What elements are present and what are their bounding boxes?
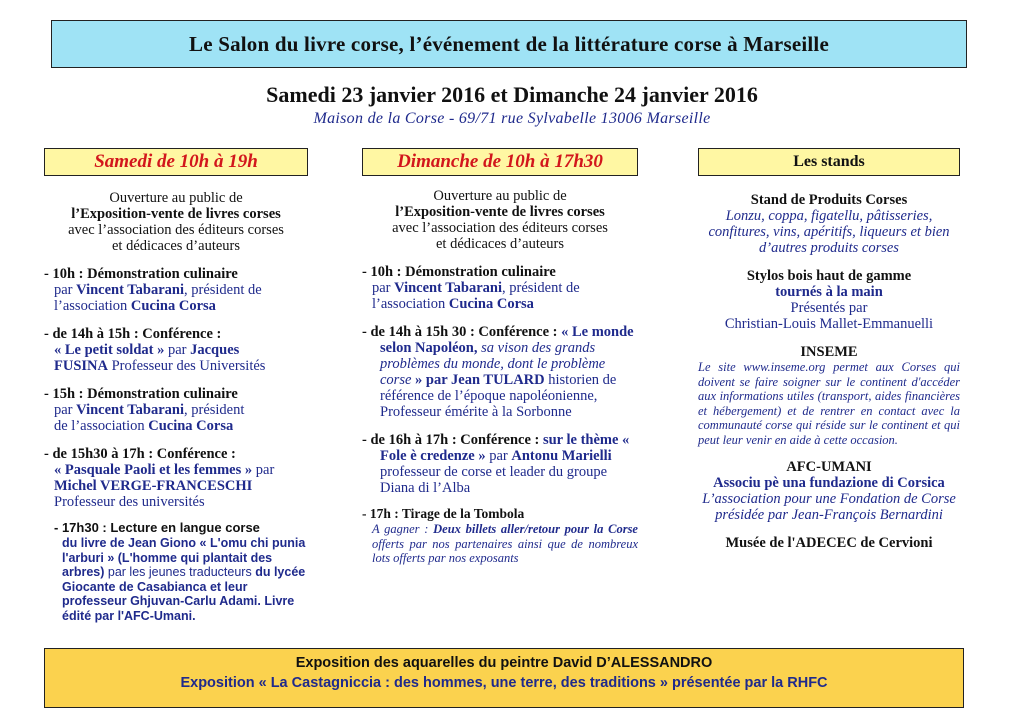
speaker-name: Vincent Tabarani: [76, 282, 184, 298]
assoc-name: Cucina Corsa: [448, 296, 534, 312]
sunday-intro-line3: avec l’association des éditeurs corses: [392, 220, 608, 236]
speaker-name: » par Jean TULARD: [415, 372, 545, 388]
conference-subtitle: sa vison des grands problèmes du monde, dont le problème corse: [380, 340, 606, 388]
item-text: historien de référence de l’époque napoléonienne, Professeur émérite à la Sorbonne: [380, 372, 617, 420]
speaker-name: Jacques: [190, 342, 240, 358]
item-text: du lycée Giocante de Casabianca et leur professeur Ghjuvan-Carlu Adami. Livre édité par l'AFC-Umani.: [62, 565, 306, 623]
item-title: - de 15h30 à 17h : Conférence :: [44, 446, 236, 462]
event-address: Maison de la Corse - 69/71 rue Sylvabelle 13006 Marseille: [313, 110, 711, 127]
item-title: - 17h : Tirage de la Tombola: [362, 506, 525, 521]
stand-pens: [698, 268, 960, 332]
stand-title: Stand de Produits Corses: [750, 192, 908, 208]
saturday-intro-line1: Ouverture au public de: [109, 190, 243, 206]
stands-header: Les stands: [698, 148, 960, 176]
item-title: - de 14h à 15h 30 : Conférence :: [362, 324, 558, 340]
stand-afc-umani: [698, 459, 960, 523]
item-title: - 15h : Démonstration culinaire: [44, 386, 238, 402]
item-text: par: [54, 282, 73, 298]
saturday-item-4: [44, 446, 308, 510]
conference-title: « Le petit soldat »: [54, 342, 165, 358]
item-text: , président de: [501, 280, 580, 296]
stand-text: tournés à la main: [775, 284, 883, 300]
saturday-item-2: [44, 326, 308, 374]
sunday-intro-line2: l’Exposition-vente de livres corses: [395, 204, 605, 220]
item-title: - 10h : Démonstration culinaire: [44, 266, 238, 282]
item-text: l’association: [372, 296, 446, 312]
saturday-header: Samedi de 10h à 19h: [44, 148, 308, 176]
item-text: , président: [183, 402, 245, 418]
stand-text: Christian-Louis Mallet-Emmanuelli: [724, 316, 934, 332]
footer-banner: [44, 648, 964, 708]
sunday-item-3: [362, 432, 638, 496]
stand-museum: Musée de l'ADECEC de Cervioni: [725, 535, 933, 551]
stand-title: INSEME: [800, 344, 858, 360]
sunday-header: Dimanche de 10h à 17h30: [362, 148, 638, 176]
assoc-name: Cucina Corsa: [130, 298, 216, 314]
item-text: par: [54, 402, 73, 418]
item-text: offerts par nos partenaires ainsi que de nombreux lots offerts par nos exposants: [372, 536, 638, 565]
item-text: , président de: [183, 282, 262, 298]
saturday-intro: [44, 190, 308, 254]
sunday-item-4: [362, 506, 638, 566]
sunday-item-1: [362, 264, 638, 312]
saturday-intro-line2: l’Exposition-vente de livres corses: [71, 206, 281, 222]
conference-title: « Pasquale Paoli et les femmes »: [54, 462, 253, 478]
stands-column: [698, 148, 960, 551]
conference-title: « Le monde selon Napoléon,: [380, 324, 634, 356]
saturday-item-1: [44, 266, 308, 314]
stand-title: Stylos bois haut de gamme: [746, 268, 912, 284]
stand-text: L’association pour une Fondation de Corse présidée par Jean-François Bernardini: [702, 491, 956, 523]
saturday-intro-line3: avec l’association des éditeurs corses: [68, 222, 284, 238]
speaker-name: Vincent Tabarani: [394, 280, 502, 296]
item-text: par: [489, 448, 508, 464]
sunday-column: [362, 148, 638, 566]
item-text: Professeur des universités: [54, 494, 205, 510]
item-text: l’association: [54, 298, 128, 314]
sunday-item-2: [362, 324, 638, 420]
item-title: - de 14h à 15h : Conférence :: [44, 326, 222, 342]
assoc-name: Cucina Corsa: [148, 418, 234, 434]
stand-text: Le site www.inseme.org permet aux Corses qui doivent se faire soigner sur le continent d'accéder aux informations utiles (transport, aides financières et hébergement) et de rentrer en contact avec la communauté corse qui réside sur le continent et qui peut leur venir en aide à cette occasion.: [698, 360, 960, 447]
item-text: de l’association: [54, 418, 145, 434]
stand-inseme: [698, 344, 960, 447]
speaker-name: Michel VERGE-FRANCESCHI: [54, 478, 253, 494]
item-title: - de 16h à 17h : Conférence :: [362, 432, 540, 448]
speaker-name: Antonu Marielli: [511, 448, 612, 464]
stand-products: [698, 192, 960, 256]
saturday-column: [44, 148, 308, 623]
sunday-intro-line4: et dédicaces d’auteurs: [435, 236, 564, 252]
sunday-intro: [362, 188, 638, 252]
item-text: Professeur des Universités: [111, 358, 266, 374]
item-title: - 10h : Démonstration culinaire: [362, 264, 556, 280]
sunday-intro-line1: Ouverture au public de: [433, 188, 567, 204]
footer-line2: Exposition « La Castagniccia : des hommes, une terre, des traditions » présentée par la RHFC: [180, 675, 828, 691]
item-text: par: [255, 462, 275, 478]
item-title: - 17h30 : Lecture en langue corse: [54, 520, 260, 535]
item-text: par: [372, 280, 391, 296]
conference-title: sur le thème « Fole è credenze »: [380, 432, 630, 464]
item-text: par: [167, 342, 187, 358]
footer-line1: Exposition des aquarelles du peintre David D’ALESSANDRO: [295, 655, 713, 671]
event-title-banner: [51, 20, 967, 68]
speaker-name: FUSINA: [54, 358, 108, 374]
stand-text: Présentés par: [790, 300, 868, 316]
item-text: professeur de corse et leader du groupe Diana di l’Alba: [380, 464, 608, 496]
stand-text: Associu pè una fundazione di Corsica: [713, 475, 945, 491]
event-title: Le Salon du livre corse, l’événement de la littérature corse à Marseille: [189, 31, 829, 56]
event-dates: Samedi 23 janvier 2016 et Dimanche 24 janvier 2016: [266, 82, 758, 107]
speaker-name: Vincent Tabarani: [76, 402, 184, 418]
item-text: par les jeunes traducteurs: [107, 565, 252, 579]
stand-text: Lonzu, coppa, figatellu, pâtisseries, confitures, vins, apéritifs, liqueurs et bien d’autres produits corses: [708, 208, 950, 256]
book-title: du livre de Jean Giono « L'omu chi punia l'arburi » (L'homme qui plantait des arbres): [62, 536, 306, 579]
saturday-item-3: [44, 386, 308, 434]
stand-title: AFC-UMANI: [786, 459, 872, 475]
item-text: A gagner :: [372, 522, 429, 536]
saturday-item-5: [44, 520, 308, 623]
saturday-intro-line4: et dédicaces d’auteurs: [111, 238, 240, 254]
prize: Deux billets aller/retour pour la Corse: [433, 522, 638, 536]
